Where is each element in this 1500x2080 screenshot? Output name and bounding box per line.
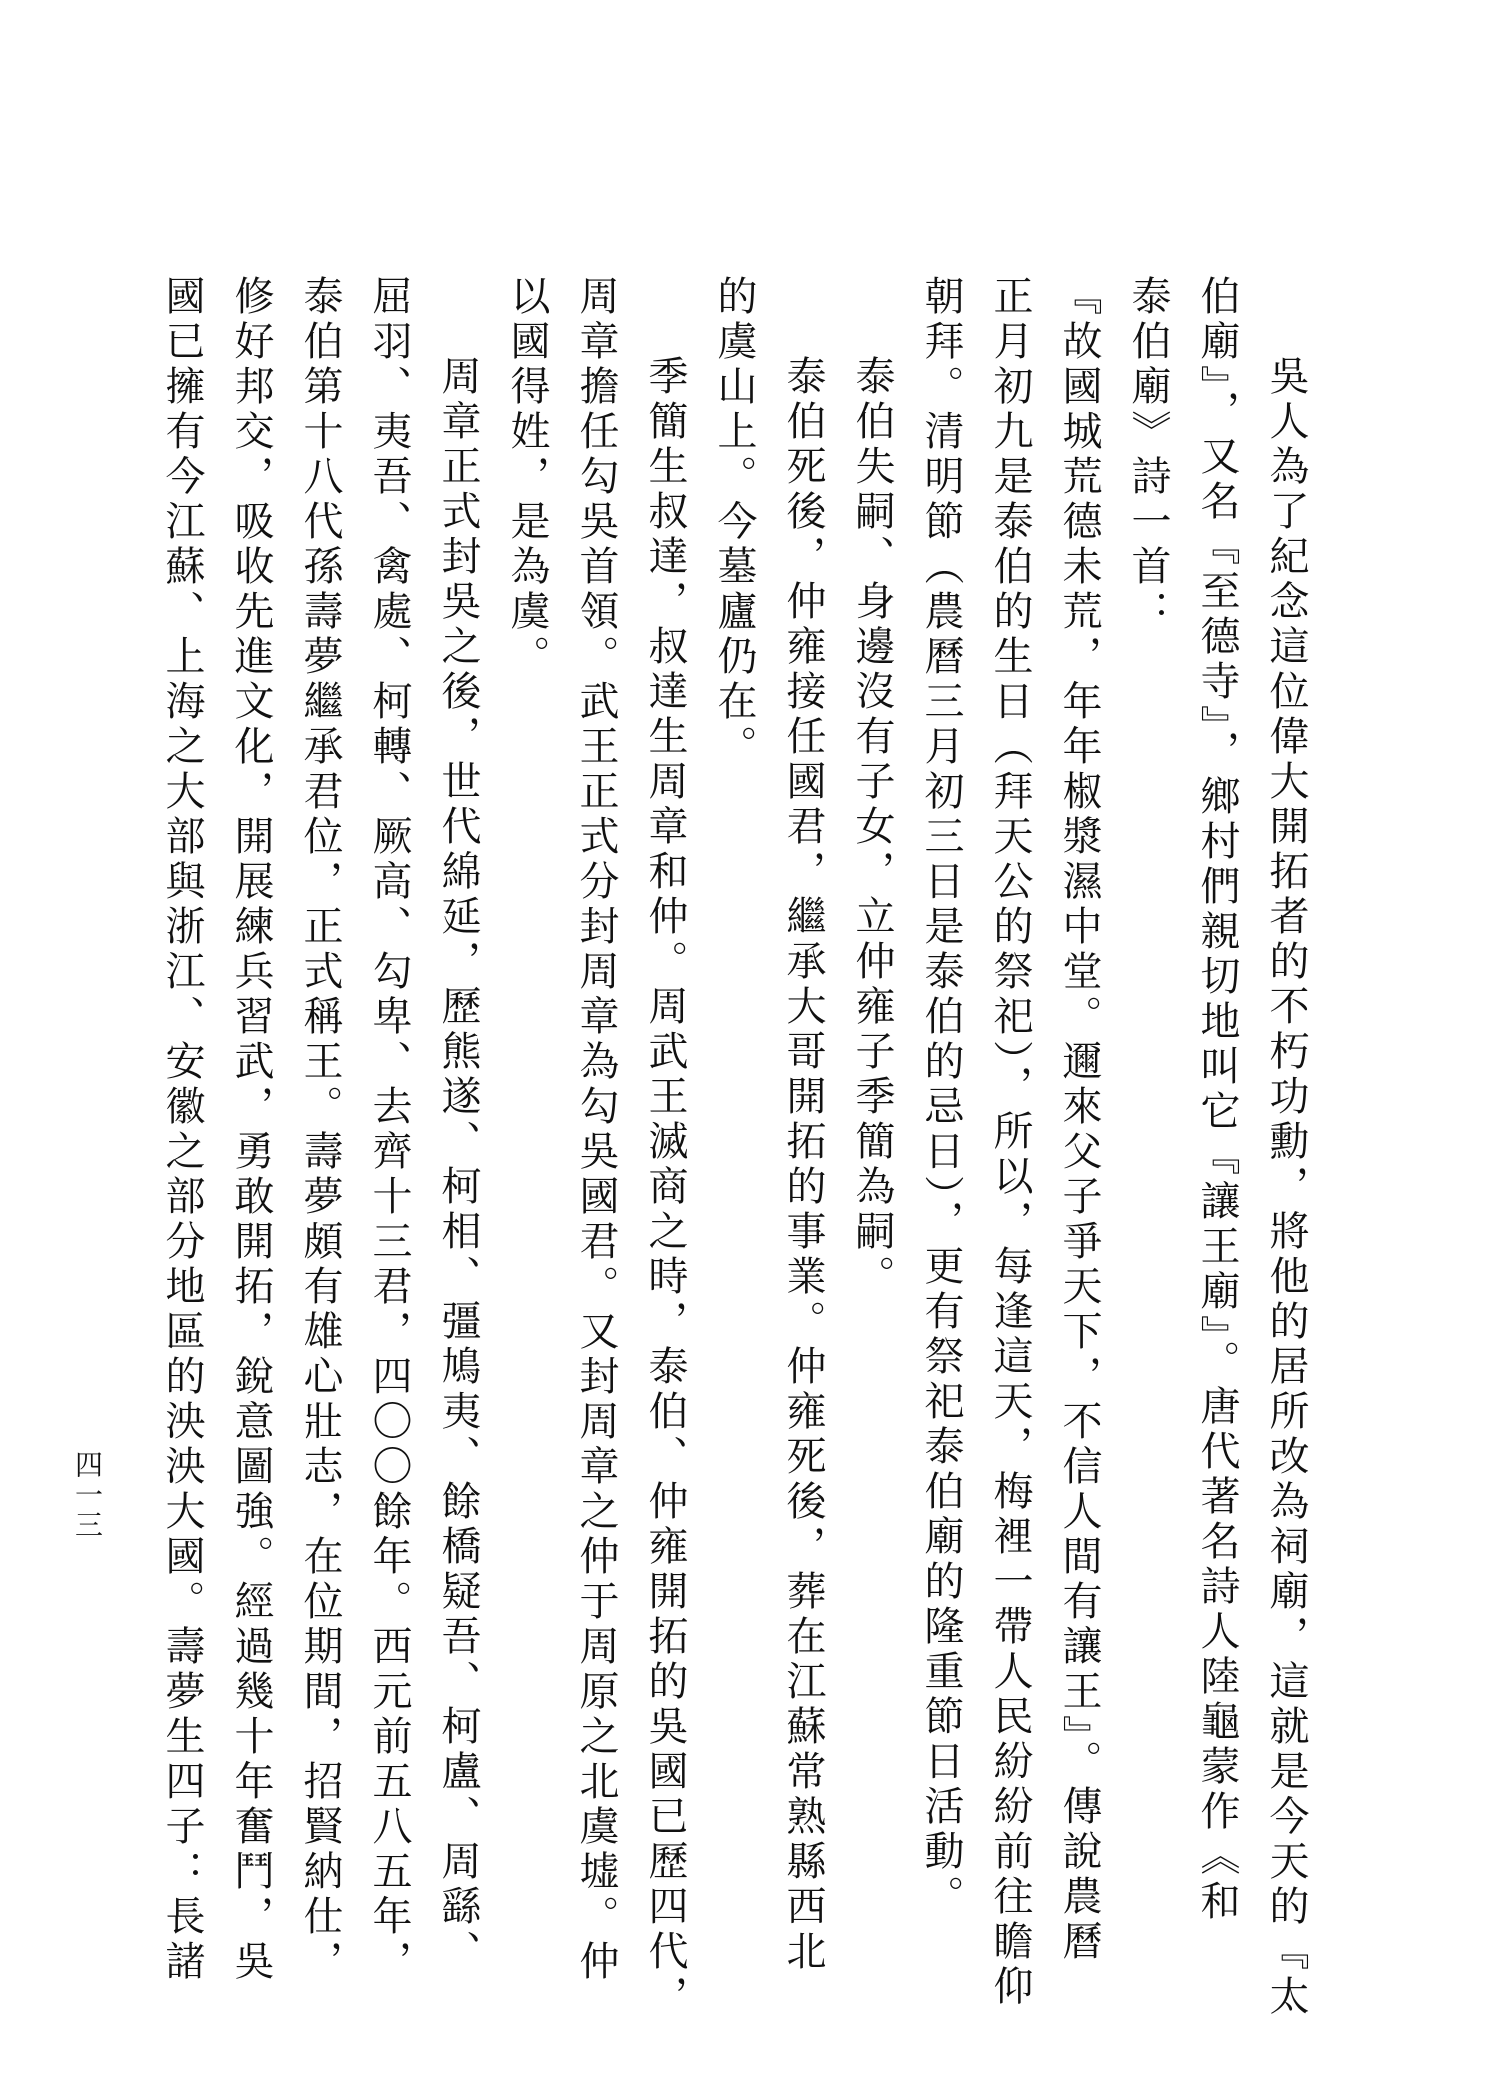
page-number: 四一三 xyxy=(71,1450,104,1540)
text-line: 泰伯失嗣、身邊沒有子女，立仲雍子季簡為嗣。 xyxy=(849,355,895,1300)
text-line: 『故國城荒德未荒，年年椒漿濕中堂。邇來父子爭天下，不信人間有讓王』。傳說農曆 xyxy=(1056,275,1102,1965)
text-line: 季簡生叔達，叔達生周章和仲。周武王滅商之時，泰伯、仲雍開拓的吳國已歷四代， xyxy=(642,355,688,2020)
text-line: 朝拜。清明節（農曆三月初三日是泰伯的忌日），更有祭祀泰伯廟的隆重節日活動。 xyxy=(918,275,964,1920)
text-line: 的虞山上。今墓廬仍在。 xyxy=(711,275,757,770)
text-line: 吳人為了紀念這位偉大開拓者的不朽功勳，將他的居所改為祠廟，這就是今天的『太 xyxy=(1263,355,1309,2020)
text-line: 周章正式封吳之後，世代綿延，歷熊遂、柯相、彊鳩夷、餘橋疑吾、柯盧、周繇、 xyxy=(435,355,481,1975)
text-line: 屈羽、夷吾、禽處、柯轉、厥高、勾卑、去齊十三君，四〇〇餘年。西元前五八五年， xyxy=(366,275,412,1985)
text-line: 周章擔任勾吳首領。武王正式分封周章為勾吳國君。又封周章之仲于周原之北虞墟。仲 xyxy=(573,275,619,1985)
text-line: 以國得姓，是為虞。 xyxy=(504,275,550,680)
text-line: 正月初九是泰伯的生日（拜天公的祭祀），所以，每逢這天，梅裡一帶人民紛紛前往瞻仰 xyxy=(987,275,1033,2010)
text-line: 修好邦交，吸收先進文化，開展練兵習武，勇敢開拓，銳意圖強。經過幾十年奮鬥，吳 xyxy=(228,275,274,1985)
text-line: 國已擁有今江蘇、上海之大部與浙江、安徽之部分地區的泱泱大國。壽夢生四子：長諸 xyxy=(159,275,205,1985)
body-text xyxy=(147,275,1320,2020)
text-line: 伯廟』，又名『至德寺』，鄉村們親切地叫它『讓王廟』。唐代著名詩人陸龜蒙作《和 xyxy=(1194,275,1240,1925)
text-line: 泰伯第十八代孫壽夢繼承君位，正式稱王。壽夢頗有雄心壯志，在位期間，招賢納仕， xyxy=(297,275,343,1985)
text-line: 泰伯死後，仲雍接任國君，繼承大哥開拓的事業。仲雍死後，葬在江蘇常熟縣西北 xyxy=(780,355,826,1975)
text-line: 泰伯廟》詩一首： xyxy=(1125,275,1171,635)
